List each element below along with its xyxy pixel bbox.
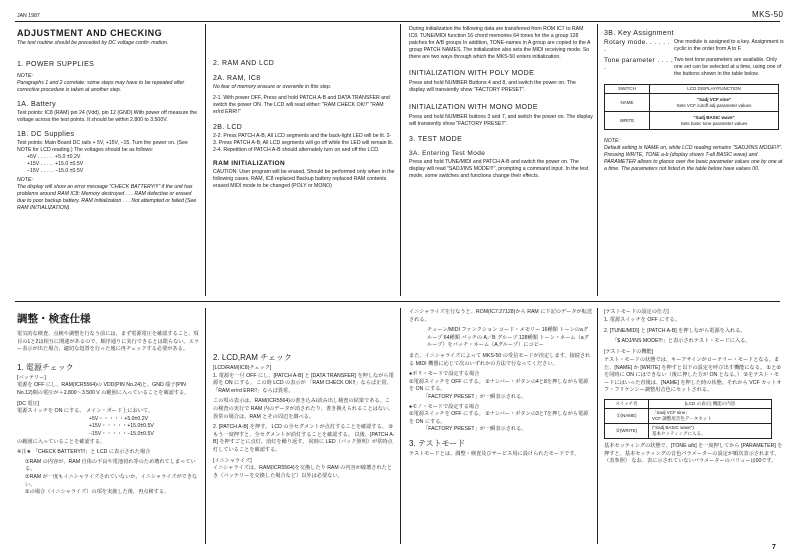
jp-test-step-2: 2. [TUNE/MIDI] と [PATCH A-B] を押しながら電源を入れる。 [604, 328, 746, 335]
en-test-heading: 3. TEST MODE [409, 136, 463, 143]
jp-test-step-1: 1. 電源スイッチを OFF にする。 [604, 316, 680, 323]
jp-table-head-lcd: (LCD の表示) 機能の内容 [649, 399, 772, 408]
jp-dc-text: 電源スイッチを ON にする。 メイン・ボード上において、 [17, 408, 154, 415]
jp-init-heading: [イニシャライズ] [213, 457, 252, 464]
jp-col-3 [409, 309, 593, 459]
table-cell-display: 「Sadj VCF sine」 [652, 409, 690, 415]
en-rotary-text: One module is assigned to a key. Assignment is cyclic in the order from A to F. [674, 39, 784, 52]
jp-poly-factory: 「FACTORY PRESET」が一瞬表示される。 [423, 393, 527, 400]
table-cell [650, 94, 779, 112]
jp-lcd-text-3: 2. [PATCH A-B] を押す。 LCD の全セグメントが点灯することを確認する。 ③もう一度押すと、全セグメントが消灯することを確認する。 以後、[PATCH A-B] を押すごとに点灯、消灯を繰り返す。 同時に LED（バック照明）が常時点灯していることを確認する。 [213, 424, 395, 453]
en-lcd-heading: 2B. LCD [213, 124, 243, 131]
en-tone-label: Tone parameter . . . . . [604, 57, 673, 71]
en-ps-title: 1. POWER SUPPLIES [17, 61, 95, 68]
table-cell [649, 423, 772, 438]
en-rotary-row [604, 39, 784, 53]
en-ps-note-heading: NOTE: [17, 73, 33, 79]
en-poly-heading: INITIALIZATION WITH POLY MODE [409, 70, 535, 77]
en-tone-text: Two test tone parameters are available. Only one set can be selected at a time, using one of the buttons shown in the table below. [674, 57, 782, 77]
mid-rule [15, 301, 780, 302]
en-rotary-label: Rotary mode. . . . . . . [604, 39, 670, 53]
table-row [605, 423, 772, 438]
jp-battery-heading: [バッテリー] [17, 374, 46, 381]
jp-lcd-heading: 2. LCD,RAM チェック [213, 353, 292, 362]
en-test-text: Press and hold TUNE/MIDI and PATCH A-B and switch the power on. The display will read "SADJ/INS MODE!!!", prompting a command input. In the test mode, some switches and functions change their effects. [409, 159, 589, 179]
jp-col-1 [17, 311, 200, 497]
jp-switch-table [604, 399, 772, 439]
en-table-head-lcd: LCD DISPLAY/FUNCTION [650, 85, 779, 94]
jp-lcd-text-2: この項の表示は、RAM(ICR5564)の書き込み/読み出し検査の結果である。この検査の実行で RAM 内のデータが消されたり、書き換えられることはない。異常の場合は、RAM とその周辺を調べる。 [213, 398, 394, 420]
header-model: MKS-50 [752, 10, 784, 19]
table-cell [649, 408, 772, 423]
jp-dc-heading: [DC 電圧] [17, 400, 40, 407]
en-col-1 [17, 28, 200, 212]
table-cell: ②(WRITE) [605, 423, 649, 438]
table-row [605, 112, 779, 130]
jp-test-func-heading: [テストモードの機能] [604, 349, 654, 356]
en-dc-note-heading: NOTE: [17, 177, 33, 183]
jp-init-text: イニシャライズは、RAM(ICR5564)を交換したり RAM の内容が破壊されたとき（バッテリーを交換した場合など）以外は必要ない。 [213, 465, 393, 479]
table-cell: NAME [605, 94, 650, 112]
en-init-heading: RAM INITIALIZATION [213, 160, 286, 167]
en-col-2 [213, 60, 395, 190]
en-note-text: Default setting is NAME on, while LCD reading remains "SADJ/INS MODE!!!". Pressing WRITE, TONE a-b (display shows T-all BASIC wave) and PARAMETER allows to glance over the basic parameter values one by one at a time. The parameters not listed in the table below have values 00. [604, 145, 783, 172]
en-battery-heading: 1A. Battery [17, 101, 57, 108]
table-cell-display: "Sadj BASIC wave" [693, 114, 735, 120]
table-cell-display: ("Sadj BASIC wave") [652, 424, 694, 430]
table-cell: ①(NAME) [605, 408, 649, 423]
en-note-heading: NOTE: [604, 138, 620, 144]
jp-poly-steps: ①電源スイッチを OFF にする。 ②ナンバー・ボタンの4と8を押しながら電源を ON にする。 [409, 378, 589, 393]
jp-dc-after: の範囲に入っていることを確認する。 [17, 438, 106, 445]
jp-warn-2: ②RAM が一度もイニシャライズされていないか、イニシャライズができない。 [25, 473, 198, 488]
jp-volt-3: −15V・・・・・−15.0±0.5V [89, 430, 154, 437]
jp-intro: 電気的な検査、点検や調整を行なう前には、まず電源電圧を確認すること。項目の1と2は相互に関連があるので、順序通りに実行できるとは限らない。エラー表示が出た場合、適切な処置を行った後に再チェックする必要がある。 [17, 331, 200, 353]
jp-test-func-text: テスト・モードの状態では、キーアサインがローテリー・モードとなる。また、[NAME] か [WRITE] を押すと以下の設定を呼び出す機能になる。 ①と②を同時に ON にはできない（後に押した方が ON となる。） ②をテスト・モードにはいった直後は、[NAME] を押した時の状態。それから VCF カットオフ・フリケンシー調整用音色にセットされる。 [604, 356, 782, 394]
table-row [605, 408, 772, 423]
jp-col-4 [604, 309, 784, 466]
en-table-head-switch: SWITCH [605, 85, 650, 94]
en-volt-3: −15V . . . . . −15.0 ±0.5V [27, 168, 84, 174]
header-date: JAN 1987 [17, 13, 40, 19]
en-ram-steps: 2-1. With power OFF, Press and hold PATCH A-B and DATA TRANSFER and switch the power ON. The LCD will read either: "RAM CHECK OK!!" "RAM er/rd ERR!!" [213, 95, 390, 115]
jp-init-text-2: また、イニシャライズによって MKS-50 の受信モードが決定します。接続される MIDI 機器に応じて次のいずれかの方法で行なってください。 [409, 352, 591, 367]
en-dc-note: The display will show an error message "CHECK BATTERY!!!" if the unit has problems around RAM IC8: Memory destroyed . . . RAM defective or erased due to poor backup battery. RAM Initialization . . . Not attempted or failed (See RAM INITIALIZATION) [17, 184, 197, 211]
en-ram-heading: 2A. RAM, IC8 [213, 75, 261, 82]
jp-mono-factory: 「FACTORY PRESET」が一瞬表示される。 [423, 426, 527, 433]
jp-ps-heading: 1. 電源チェック [17, 362, 74, 372]
table-cell-display: "Sadj VCF sine" [696, 96, 732, 102]
en-mono-heading: INITIALIZATION WITH MONO MODE [409, 104, 538, 111]
jp-test-heading: 3. テストモード [409, 438, 466, 448]
col-divider-jp-1 [205, 308, 206, 544]
jp-poly-heading: ●ポリ・モードで設定する場合 [409, 371, 480, 378]
jp-warn: ※注★ 「CHECK BATTERY!!!」と LCD に表示された場合 [17, 449, 151, 456]
en-switch-table [604, 84, 779, 130]
en-col-4 [604, 30, 784, 173]
en-ps-note: Paragraphs 1 and 2 correlate: some steps may have to be repeated after corrective procedure is taken at another step. [17, 80, 185, 93]
jp-lcd-sub: [LCD/RAM(IC8)チェック] [213, 365, 272, 371]
top-rule [15, 21, 780, 22]
en-volt-1: +5V . . . . . . +5.0 ±0.2V [27, 154, 81, 160]
jp-test-func-text-2: 基本セッティングの状態で、[TONE a/b] を一度押してから [PARAMETER] を押すと、基本セッティングの音色パラメーターの設定が順次表示されます。（表参照） なお、表に示されていないパラメーターのバリューは00です。 [604, 442, 783, 465]
jp-col-2 [213, 352, 395, 480]
en-mono-text: Press and hold NUMBER buttons 3 and 7, and switch the power on. The display will transiently show "FACTORY PRESET". [409, 114, 593, 127]
jp-table-head-switch: スイッチ名 [605, 399, 649, 408]
en-col-3 [409, 26, 593, 180]
table-cell-function: 基本セッティングに入る。 [652, 430, 706, 436]
jp-init-list: チューン/MIDI ファンクション コード・メモリー 16種類 トーンのaグループ 64種類 パッチの A／B グループ 128種類 トーン・ネーム（aグループ）をパッチ・ネーム（Aグループ）にコピー [427, 327, 589, 349]
en-test-sub: 3A. Entering Test Mode [409, 150, 486, 157]
jp-test-setup-heading: [テストモードの設定の仕方] [604, 309, 669, 315]
jp-volt-2: +15V・・・・・+15.0±0.5V [89, 423, 154, 430]
jp-battery-text: 電源を OFF にし、RAM(ICR5564)の VDD(PIN No.24)と、GND 端子(PIN No.12)間の電圧が＋2.800〜3.500 V の範囲に入っていることを確認する。 [17, 382, 190, 396]
jp-title: 調整・検査仕様 [17, 313, 91, 325]
jp-mono-heading: ●モノ・モードで設定する場合 [409, 403, 480, 410]
en-ram-note: No fear of memory erasure or overwrite in this step. [213, 84, 332, 90]
en-tone-row [604, 57, 784, 78]
en-init-transfer: During initialization the following data are transferred from ROM IC7 to RAM IC8. TUNE/MIDI function 16 chord memories 64 tones for the a group 128 patches for A/B groups In addition, TONE-names in A group are copied to the A group PATCH NAMES. The initialization also sets the MIDI receiving mode. So there are two ways through which the MKS-50 enters initialization. [409, 26, 591, 60]
en-dc-text: Test points: Main Board DC rails + 5V, +15V, −15. Turn the power on. (See NOTE for LCD reading.) The voltages should be as follows: [17, 140, 188, 153]
jp-test-text: テストモードとは、調整・検査及びサービス用に設けられたモードです。 [409, 450, 580, 457]
jp-warn-1: ①RAM の内容が、RAM 自体の不良や電池切れ等のため壊れてしまっている。 [25, 458, 196, 473]
en-intro: The test routine should be preceded by DC voltage confir- mation. [17, 40, 169, 46]
col-divider-1 [205, 24, 206, 296]
en-title: ADJUSTMENT AND CHECKING [17, 28, 163, 38]
table-cell-function: VCF 調整用音色データセット [652, 415, 712, 421]
en-init-text: CAUTION: User program will be erased. Should be performed only when in the following cases. RAM, IC8 replaced Backup battery replaced RAM contents erased MIDI mode to be changed (POLY or MONO) [213, 169, 395, 189]
en-battery-text: Test points: IC8 (RAM) pin 24 (Vdd), pin 12 (GND) With power off measure the voltage across the test points. It should be within 2.800 to 3.500V. [17, 110, 198, 123]
col-divider-3 [597, 24, 598, 296]
en-volt-2: +15V . . . . . +15.0 ±0.5V [27, 161, 84, 167]
en-dc-heading: 1B. DC Supplies [17, 131, 75, 138]
en-ram-title: 2. RAM AND LCD [213, 60, 275, 67]
table-cell [650, 112, 779, 130]
table-cell-function: Sets basic tone parameter values [680, 120, 748, 126]
jp-init-transfer: イニシャライズを行なうと、ROM(IC7:27128)から RAM に下記のデータが転送される。 [409, 309, 593, 323]
table-cell-function: Sets VCF cutoff adj parameter values [676, 102, 752, 108]
en-lcd-steps: 2-2. Press PATCH A-B; All LCD segments and the back-light LED will be lit. 2-3. Press PATCH A-B; All LCD segments will go off while the LED will remain lit. 2-4. Repetition of PATCH A-B should alternately turn on and off the LCD. [213, 133, 394, 153]
en-key-heading: 3B. Key Assignment [604, 30, 674, 37]
jp-mono-steps: ①電源スイッチを OFF にする。 ②ナンバー・ボタンの3と7を押しながら電源を ON にする。 [409, 411, 589, 425]
col-divider-2 [400, 24, 401, 296]
jp-warn-3: ②の場合（イニシャライズ）の項を実施した後、再点検する。 [25, 489, 170, 496]
page-number: 7 [772, 544, 776, 551]
en-poly-text: Press and hold NUMBER Buttons 4 and 8, and switch the power on. The display will transiently show "FACTORY PRESET". [409, 80, 576, 93]
col-divider-jp-3 [597, 308, 598, 544]
jp-test-step-3: 「$ ADJ/INS MODE!!!」と表示されテスト・モードに入る。 [612, 337, 751, 344]
table-row [605, 94, 779, 112]
col-divider-jp-2 [400, 308, 401, 544]
jp-volt-1: +5V・・・・・+5.0±0.2V [89, 415, 149, 422]
table-cell: WRITE [605, 112, 650, 130]
jp-lcd-text: 1. 電源を一旦 OFF にし、[PATCH A-B] と [DATA TRANSFER] を押しながら電源を ON にする。 この時 LCD の表示が 「RAM CHECK OK!!」ならば正常。 「RAM er/rd ERR!!」ならば異常。 [213, 372, 394, 394]
